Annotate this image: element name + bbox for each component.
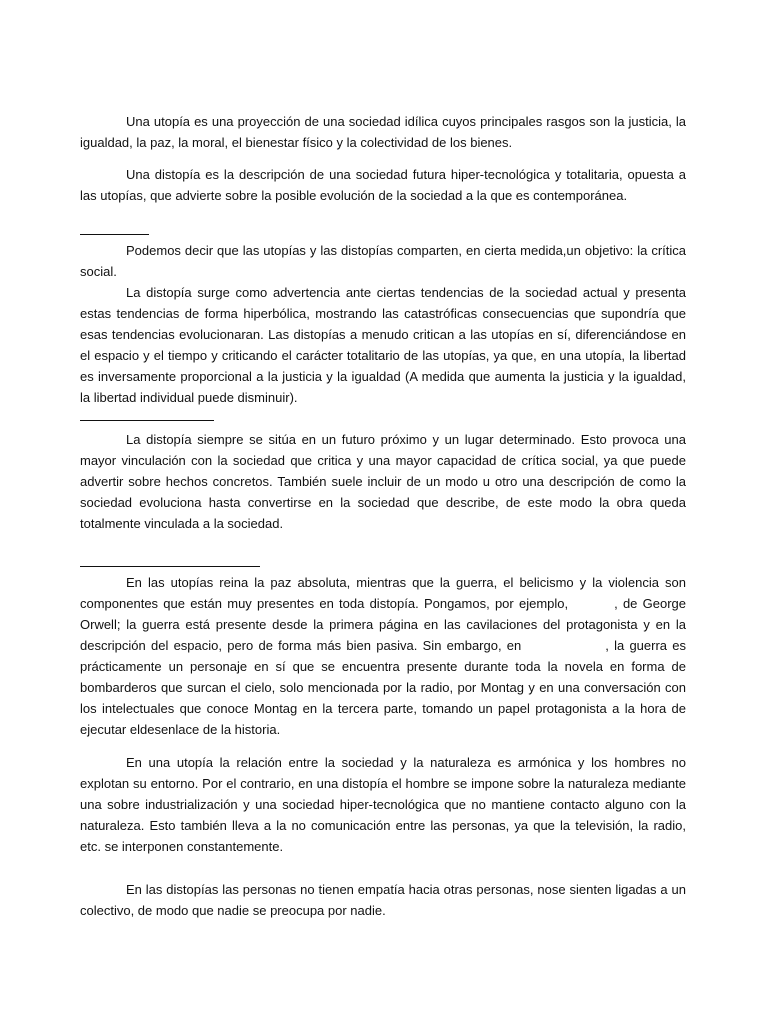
- paragraph-social-critique: Podemos decir que las utopías y las distopías comparten, en cierta medida,un objetivo: la crítica social.: [80, 243, 686, 279]
- paragraph-dystopia-warning: La distopía surge como advertencia ante ciertas tendencias de la sociedad actual y presenta estas tendencias de forma hiperbólica, mostrando las catastróficas consecuencias que supondría que esas tendencias evolucionaran. Las distopías a menudo critican a las utopías en sí, diferenciándose en el espacio y el tiempo y criticando el carácter totalitario de las utopías, ya que, en una utopía, la libertad es inversamente proporcional a la justicia y la igualdad (A medida que aumenta la justicia y la igualdad, la libertad individual puede disminuir).: [80, 285, 686, 405]
- paragraph-war-text-a: En las utopías reina la paz absoluta, mientras que la guerra, el belicismo y la violencia son componentes que están muy presentes en toda distopía. Pongamos, por ejemplo,: [80, 575, 686, 611]
- paragraph-utopia-definition: Una utopía es una proyección de una sociedad idílica cuyos principales rasgos son la justicia, la igualdad, la paz, la moral, el bienestar físico y la colectividad de los bienes.: [80, 114, 686, 150]
- paragraph-nature-relation: En una utopía la relación entre la sociedad y la naturaleza es armónica y los hombres no explotan su entorno. Por el contrario, en una distopía el hombre se impone sobre la naturaleza mediante una sobre industrialización y una sociedad hiper-tecnológica que no mantiene contacto alguno con la naturaleza. Esto también lleva a la no comunicación entre las personas, ya que la televisión, la radio, etc. se interponen constantemente.: [80, 755, 686, 854]
- paragraph-war-text-c: , la guerra es prácticamente un personaje en sí que se encuentra presente durante toda la novela en forma de bombarderos que surcan el cielo, solo mencionada por la radio, por Montag y en una conversación con los intelectuales que conoce Montag en la tercera parte, tomando un papel protagonista a la hora de ejecutar eldesenlace de la historia.: [80, 638, 686, 737]
- paragraph-time-place: La distopía siempre se sitúa en un futuro próximo y un lugar determinado. Esto provoca una mayor vinculación con la sociedad que critica y una mayor capacidad de crítica social, ya que puede advertir sobre hechos concretos. También suele incluir de un modo u otro una descripción de como la sociedad evoluciona hasta convertirse en la sociedad que describe, de este modo la obra queda totalmente vinculada a la sociedad.: [80, 432, 686, 531]
- paragraph-empathy: En las distopías las personas no tienen empatía hacia otras personas, nose sienten ligadas a un colectivo, de modo que nadie se preocupa por nadie.: [80, 882, 686, 918]
- document-page: [80, 111, 686, 921]
- paragraph-war-text-b: , de George Orwell; la guerra está presente desde la primera página en las cavilaciones del protagonista y en la descripción del espacio, pero de forma más bien pasiva. Sin embargo, en: [80, 596, 687, 653]
- paragraph-dystopia-definition: Una distopía es la descripción de una sociedad futura hiper-tecnológica y totalitaria, opuesta a las utopías, que advierte sobre la posible evolución de la sociedad a la que es contemporánea.: [80, 167, 686, 203]
- paragraph-war-violence: [80, 572, 686, 740]
